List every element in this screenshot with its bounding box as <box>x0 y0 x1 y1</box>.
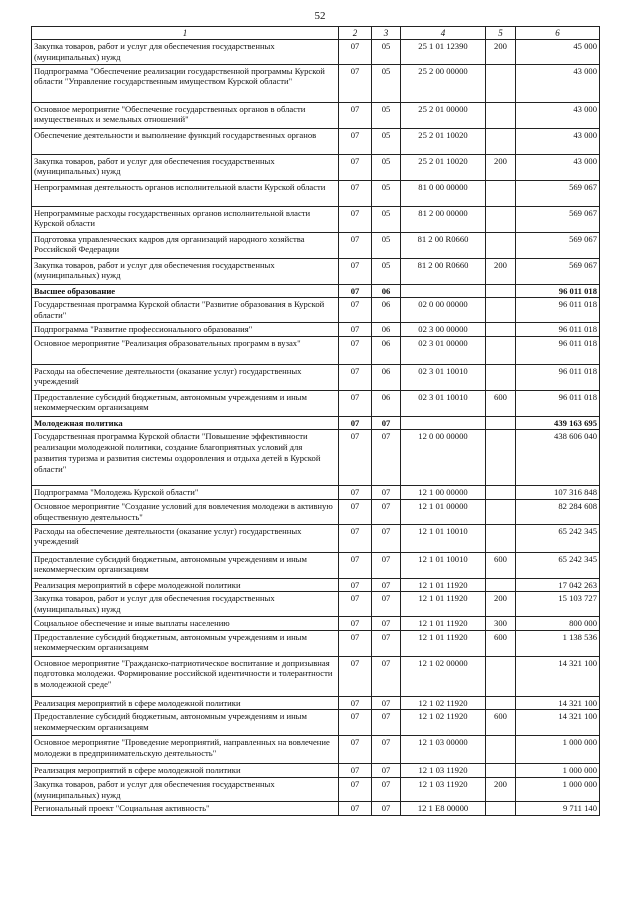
row-expense-type <box>486 298 516 322</box>
table-row <box>32 524 600 552</box>
row-amount: 96 011 018 <box>516 322 600 336</box>
table-row <box>32 232 600 258</box>
row-amount: 14 321 100 <box>516 710 600 736</box>
row-target-article: 25 1 01 12390 <box>401 40 486 64</box>
row-name: Высшее образование <box>32 284 339 298</box>
table-row <box>32 802 600 816</box>
col-header-rz: 2 <box>339 27 372 40</box>
row-expense-type: 600 <box>486 630 516 656</box>
row-subsection: 07 <box>372 552 401 578</box>
table-row <box>32 778 600 802</box>
row-target-article: 12 0 00 00000 <box>401 430 486 486</box>
row-name: Социальное обеспечение и иные выплаты населению <box>32 616 339 630</box>
row-subsection: 07 <box>372 710 401 736</box>
row-expense-type: 200 <box>486 592 516 616</box>
row-amount: 1 138 536 <box>516 630 600 656</box>
row-subsection: 05 <box>372 102 401 128</box>
row-section: 07 <box>339 40 372 64</box>
row-subsection: 05 <box>372 206 401 232</box>
row-amount: 43 000 <box>516 64 600 102</box>
row-name: Закупка товаров, работ и услуг для обеспечения государственных (муниципальных) нужд <box>32 154 339 180</box>
row-amount: 1 000 000 <box>516 736 600 764</box>
row-amount: 569 067 <box>516 180 600 206</box>
row-name: Молодежная политика <box>32 416 339 430</box>
row-section: 07 <box>339 416 372 430</box>
row-amount: 17 042 263 <box>516 578 600 592</box>
row-expense-type <box>486 656 516 696</box>
row-expense-type <box>486 764 516 778</box>
row-expense-type: 300 <box>486 616 516 630</box>
row-section: 07 <box>339 298 372 322</box>
row-subsection: 07 <box>372 486 401 500</box>
col-header-name: 1 <box>32 27 339 40</box>
row-subsection: 05 <box>372 64 401 102</box>
row-subsection: 05 <box>372 232 401 258</box>
table-row <box>32 40 600 64</box>
row-name: Предоставление субсидий бюджетным, автономным учреждениям и иным некоммерческим организациям <box>32 390 339 416</box>
table-row <box>32 364 600 390</box>
row-target-article: 12 1 03 00000 <box>401 736 486 764</box>
row-expense-type: 600 <box>486 710 516 736</box>
table-row <box>32 630 600 656</box>
row-amount: 96 011 018 <box>516 284 600 298</box>
row-subsection: 07 <box>372 592 401 616</box>
row-section: 07 <box>339 578 372 592</box>
row-expense-type <box>486 430 516 486</box>
row-target-article: 02 3 01 10010 <box>401 364 486 390</box>
row-target-article: 12 1 01 11920 <box>401 630 486 656</box>
row-section: 07 <box>339 736 372 764</box>
table-row <box>32 486 600 500</box>
row-amount: 96 011 018 <box>516 364 600 390</box>
col-header-sum: 6 <box>516 27 600 40</box>
row-section: 07 <box>339 592 372 616</box>
row-name: Расходы на обеспечение деятельности (оказание услуг) государственных учреждений <box>32 524 339 552</box>
row-target-article: 81 2 00 R0660 <box>401 258 486 284</box>
row-subsection: 07 <box>372 696 401 710</box>
row-subsection: 07 <box>372 764 401 778</box>
row-target-article <box>401 284 486 298</box>
row-expense-type <box>486 736 516 764</box>
row-name: Предоставление субсидий бюджетным, автономным учреждениям и иным некоммерческим организациям <box>32 630 339 656</box>
row-amount: 43 000 <box>516 154 600 180</box>
row-subsection: 07 <box>372 430 401 486</box>
row-amount: 438 606 040 <box>516 430 600 486</box>
row-section: 07 <box>339 552 372 578</box>
row-section: 07 <box>339 364 372 390</box>
row-subsection: 07 <box>372 736 401 764</box>
row-section: 07 <box>339 524 372 552</box>
row-section: 07 <box>339 696 372 710</box>
row-expense-type <box>486 416 516 430</box>
table-row <box>32 416 600 430</box>
table-row <box>32 206 600 232</box>
row-expense-type <box>486 128 516 154</box>
row-name: Основное мероприятие "Обеспечение государственных органов в области имущественных и земельных отношений" <box>32 102 339 128</box>
table-row <box>32 322 600 336</box>
row-target-article: 25 2 01 10020 <box>401 128 486 154</box>
row-name: Основное мероприятие "Создание условий для вовлечения молодежи в активную общественную деятельность" <box>32 500 339 524</box>
row-section: 07 <box>339 500 372 524</box>
row-target-article: 12 1 E8 00000 <box>401 802 486 816</box>
row-name: Непрограммная деятельность органов исполнительной власти Курской области <box>32 180 339 206</box>
row-section: 07 <box>339 102 372 128</box>
row-amount: 1 000 000 <box>516 778 600 802</box>
row-name: Закупка товаров, работ и услуг для обеспечения государственных (муниципальных) нужд <box>32 258 339 284</box>
row-expense-type: 200 <box>486 778 516 802</box>
row-subsection: 07 <box>372 616 401 630</box>
page-number: 52 <box>314 10 326 22</box>
table-body <box>32 40 600 816</box>
table-row <box>32 656 600 696</box>
table-row <box>32 710 600 736</box>
row-name: Государственная программа Курской области "Развитие образования в Курской области" <box>32 298 339 322</box>
row-target-article: 81 0 00 00000 <box>401 180 486 206</box>
row-target-article: 25 2 00 00000 <box>401 64 486 102</box>
row-target-article: 12 1 00 00000 <box>401 486 486 500</box>
row-section: 07 <box>339 616 372 630</box>
row-expense-type <box>486 180 516 206</box>
row-expense-type <box>486 696 516 710</box>
row-name: Региональный проект "Социальная активность" <box>32 802 339 816</box>
row-name: Реализация мероприятий в сфере молодежной политики <box>32 764 339 778</box>
row-name: Закупка товаров, работ и услуг для обеспечения государственных (муниципальных) нужд <box>32 40 339 64</box>
table-row <box>32 578 600 592</box>
row-target-article: 12 1 01 00000 <box>401 500 486 524</box>
row-section: 07 <box>339 656 372 696</box>
row-target-article: 81 2 00 00000 <box>401 206 486 232</box>
table-row <box>32 336 600 364</box>
row-section: 07 <box>339 802 372 816</box>
table-row <box>32 64 600 102</box>
row-target-article: 81 2 00 R0660 <box>401 232 486 258</box>
row-amount: 439 163 695 <box>516 416 600 430</box>
row-target-article: 25 2 01 00000 <box>401 102 486 128</box>
row-amount: 14 321 100 <box>516 696 600 710</box>
row-section: 07 <box>339 232 372 258</box>
row-expense-type <box>486 64 516 102</box>
row-subsection: 06 <box>372 364 401 390</box>
row-name: Предоставление субсидий бюджетным, автономным учреждениям и иным некоммерческим организациям <box>32 552 339 578</box>
row-name: Основное мероприятие "Гражданско-патриотическое воспитание и допризывная подготовка молодежи. Формирование российской идентичности и толерантности в молодежной среде" <box>32 656 339 696</box>
row-name: Подпрограмма "Молодежь Курской области" <box>32 486 339 500</box>
row-section: 07 <box>339 430 372 486</box>
table-row <box>32 736 600 764</box>
row-subsection: 06 <box>372 322 401 336</box>
header-row <box>32 27 600 40</box>
row-section: 07 <box>339 180 372 206</box>
row-name: Предоставление субсидий бюджетным, автономным учреждениям и иным некоммерческим организациям <box>32 710 339 736</box>
row-name: Обеспечение деятельности и выполнение функций государственных органов <box>32 128 339 154</box>
row-amount: 569 067 <box>516 232 600 258</box>
row-amount: 15 103 727 <box>516 592 600 616</box>
table-row <box>32 180 600 206</box>
row-target-article: 02 3 01 10010 <box>401 390 486 416</box>
row-subsection: 05 <box>372 128 401 154</box>
row-subsection: 05 <box>372 258 401 284</box>
row-expense-type: 200 <box>486 258 516 284</box>
row-name: Основное мероприятие "Проведение мероприятий, направленных на вовлечение молодежи в предпринимательскую деятельность" <box>32 736 339 764</box>
row-section: 07 <box>339 154 372 180</box>
table-row <box>32 154 600 180</box>
table-row <box>32 592 600 616</box>
row-name: Закупка товаров, работ и услуг для обеспечения государственных (муниципальных) нужд <box>32 592 339 616</box>
row-target-article: 02 3 01 00000 <box>401 336 486 364</box>
table-row <box>32 500 600 524</box>
row-amount: 43 000 <box>516 102 600 128</box>
row-subsection: 07 <box>372 578 401 592</box>
row-target-article: 02 3 00 00000 <box>401 322 486 336</box>
row-name: Реализация мероприятий в сфере молодежной политики <box>32 696 339 710</box>
row-amount: 96 011 018 <box>516 336 600 364</box>
row-expense-type <box>486 102 516 128</box>
row-amount: 1 000 000 <box>516 764 600 778</box>
row-target-article: 12 1 01 11920 <box>401 592 486 616</box>
row-subsection: 07 <box>372 778 401 802</box>
row-expense-type <box>486 336 516 364</box>
row-name: Подпрограмма "Обеспечение реализации государственной программы Курской области "Управление государственным имуществом Курской области" <box>32 64 339 102</box>
table-row <box>32 696 600 710</box>
row-section: 07 <box>339 778 372 802</box>
row-amount: 14 321 100 <box>516 656 600 696</box>
row-amount: 569 067 <box>516 206 600 232</box>
table-row <box>32 616 600 630</box>
row-section: 07 <box>339 390 372 416</box>
row-section: 07 <box>339 486 372 500</box>
row-target-article: 12 1 03 11920 <box>401 764 486 778</box>
row-name: Подпрограмма "Развитие профессионального образования" <box>32 322 339 336</box>
row-expense-type <box>486 364 516 390</box>
row-target-article: 12 1 01 10010 <box>401 524 486 552</box>
row-section: 07 <box>339 336 372 364</box>
row-subsection: 05 <box>372 40 401 64</box>
row-name: Подготовка управленческих кадров для организаций народного хозяйства Российской Федерации <box>32 232 339 258</box>
row-expense-type <box>486 486 516 500</box>
table-row <box>32 284 600 298</box>
row-amount: 9 711 140 <box>516 802 600 816</box>
row-target-article: 25 2 01 10020 <box>401 154 486 180</box>
row-amount: 43 000 <box>516 128 600 154</box>
row-section: 07 <box>339 128 372 154</box>
row-name: Государственная программа Курской области "Повышение эффективности реализации молодежной политики, создание благоприятных условий для развития туризма и развития системы оздоровления и отдыха детей в Курской области" <box>32 430 339 486</box>
table-row <box>32 552 600 578</box>
budget-table <box>31 26 600 816</box>
row-subsection: 07 <box>372 500 401 524</box>
row-subsection: 06 <box>372 390 401 416</box>
row-amount: 82 284 608 <box>516 500 600 524</box>
row-target-article: 12 1 02 00000 <box>401 656 486 696</box>
row-expense-type: 600 <box>486 552 516 578</box>
row-amount: 569 067 <box>516 258 600 284</box>
row-target-article: 02 0 00 00000 <box>401 298 486 322</box>
row-subsection: 06 <box>372 336 401 364</box>
row-name: Реализация мероприятий в сфере молодежной политики <box>32 578 339 592</box>
row-target-article: 12 1 03 11920 <box>401 778 486 802</box>
table-row <box>32 128 600 154</box>
row-section: 07 <box>339 284 372 298</box>
table-row <box>32 390 600 416</box>
row-target-article: 12 1 02 11920 <box>401 710 486 736</box>
row-subsection: 05 <box>372 180 401 206</box>
row-amount: 65 242 345 <box>516 524 600 552</box>
row-subsection: 07 <box>372 524 401 552</box>
row-expense-type <box>486 232 516 258</box>
table-row <box>32 102 600 128</box>
row-section: 07 <box>339 764 372 778</box>
row-name: Непрограммные расходы государственных органов исполнительной власти Курской области <box>32 206 339 232</box>
row-target-article <box>401 416 486 430</box>
row-subsection: 07 <box>372 802 401 816</box>
row-amount: 45 000 <box>516 40 600 64</box>
row-amount: 96 011 018 <box>516 390 600 416</box>
row-expense-type <box>486 284 516 298</box>
row-section: 07 <box>339 710 372 736</box>
row-subsection: 07 <box>372 416 401 430</box>
row-subsection: 07 <box>372 656 401 696</box>
row-amount: 107 316 848 <box>516 486 600 500</box>
row-section: 07 <box>339 206 372 232</box>
row-expense-type <box>486 578 516 592</box>
col-header-csr: 4 <box>401 27 486 40</box>
row-name: Основное мероприятие "Реализация образовательных программ в вузах" <box>32 336 339 364</box>
row-amount: 800 000 <box>516 616 600 630</box>
row-expense-type <box>486 322 516 336</box>
row-target-article: 12 1 01 10010 <box>401 552 486 578</box>
table-row <box>32 298 600 322</box>
row-expense-type <box>486 500 516 524</box>
row-section: 07 <box>339 630 372 656</box>
row-section: 07 <box>339 322 372 336</box>
row-expense-type: 200 <box>486 154 516 180</box>
row-subsection: 07 <box>372 630 401 656</box>
row-subsection: 06 <box>372 298 401 322</box>
row-target-article: 12 1 02 11920 <box>401 696 486 710</box>
row-target-article: 12 1 01 11920 <box>401 616 486 630</box>
row-section: 07 <box>339 64 372 102</box>
table-row <box>32 258 600 284</box>
row-expense-type <box>486 524 516 552</box>
row-expense-type <box>486 206 516 232</box>
row-name: Расходы на обеспечение деятельности (оказание услуг) государственных учреждений <box>32 364 339 390</box>
row-amount: 96 011 018 <box>516 298 600 322</box>
table-row <box>32 764 600 778</box>
row-name: Закупка товаров, работ и услуг для обеспечения государственных (муниципальных) нужд <box>32 778 339 802</box>
col-header-vr: 5 <box>486 27 516 40</box>
row-expense-type <box>486 802 516 816</box>
row-section: 07 <box>339 258 372 284</box>
row-target-article: 12 1 01 11920 <box>401 578 486 592</box>
col-header-pr: 3 <box>372 27 401 40</box>
table-row <box>32 430 600 486</box>
row-subsection: 06 <box>372 284 401 298</box>
row-expense-type: 200 <box>486 40 516 64</box>
row-amount: 65 242 345 <box>516 552 600 578</box>
row-subsection: 05 <box>372 154 401 180</box>
row-expense-type: 600 <box>486 390 516 416</box>
